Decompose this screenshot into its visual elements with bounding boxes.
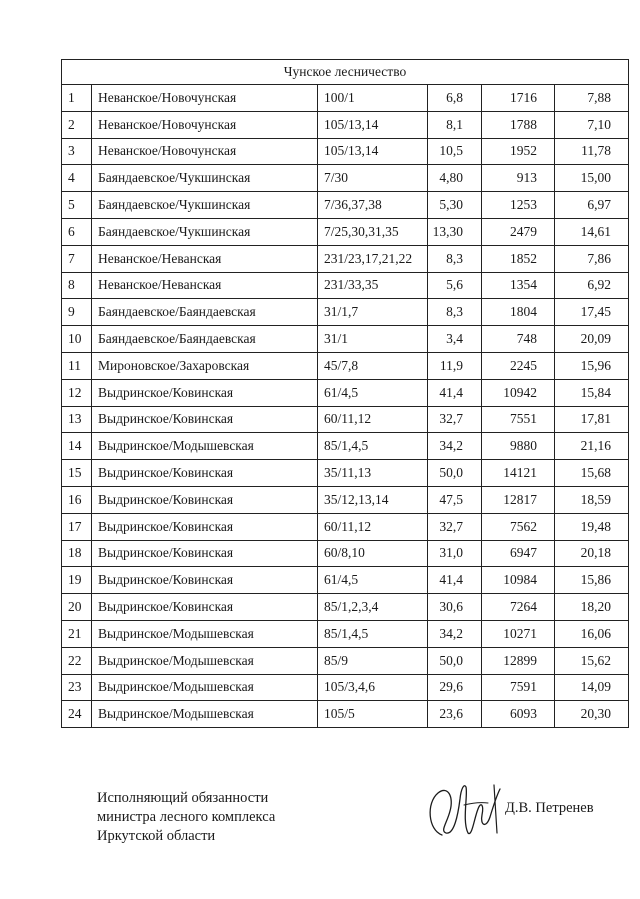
- quarter-plot-cell: 7/25,30,31,35: [318, 218, 428, 245]
- area-value-cell: 29,6: [428, 674, 482, 701]
- forestry-dacha-cell: Баяндаевское/Баяндаевская: [92, 299, 318, 326]
- volume-value-cell: 1852: [482, 245, 555, 272]
- cost-value-cell: 19,48: [555, 513, 629, 540]
- area-value-cell: 31,0: [428, 540, 482, 567]
- cost-value-cell: 14,09: [555, 674, 629, 701]
- table-row: [62, 701, 629, 728]
- cost-value-cell: 18,59: [555, 486, 629, 513]
- row-number-cell: 17: [62, 513, 92, 540]
- volume-value-cell: 10942: [482, 379, 555, 406]
- section-title: Чунское лесничество: [62, 60, 629, 85]
- area-value-cell: 41,4: [428, 567, 482, 594]
- row-number-cell: 11: [62, 352, 92, 379]
- volume-value-cell: 2479: [482, 218, 555, 245]
- section-header-row: [62, 60, 629, 85]
- cost-value-cell: 7,86: [555, 245, 629, 272]
- row-number-cell: 18: [62, 540, 92, 567]
- forestry-dacha-cell: Неванское/Новочунская: [92, 85, 318, 112]
- row-number-cell: 22: [62, 647, 92, 674]
- row-number-cell: 15: [62, 460, 92, 487]
- cost-value-cell: 20,09: [555, 326, 629, 353]
- volume-value-cell: 1804: [482, 299, 555, 326]
- volume-value-cell: 10271: [482, 620, 555, 647]
- cost-value-cell: 15,86: [555, 567, 629, 594]
- row-number-cell: 6: [62, 218, 92, 245]
- volume-value-cell: 1716: [482, 85, 555, 112]
- row-number-cell: 21: [62, 620, 92, 647]
- table-row: [62, 540, 629, 567]
- cost-value-cell: 18,20: [555, 594, 629, 621]
- cost-value-cell: 15,00: [555, 165, 629, 192]
- table-row: [62, 111, 629, 138]
- quarter-plot-cell: 231/23,17,21,22: [318, 245, 428, 272]
- forestry-dacha-cell: Неванское/Неванская: [92, 272, 318, 299]
- area-value-cell: 30,6: [428, 594, 482, 621]
- area-value-cell: 8,1: [428, 111, 482, 138]
- signatory-title-line-3: Иркутской области: [97, 828, 216, 844]
- volume-value-cell: 1253: [482, 192, 555, 219]
- area-value-cell: 32,7: [428, 513, 482, 540]
- row-number-cell: 13: [62, 406, 92, 433]
- forestry-dacha-cell: Неванское/Новочунская: [92, 111, 318, 138]
- cost-value-cell: 21,16: [555, 433, 629, 460]
- forestry-dacha-cell: Неванское/Неванская: [92, 245, 318, 272]
- row-number-cell: 20: [62, 594, 92, 621]
- cost-value-cell: 20,30: [555, 701, 629, 728]
- table-row: [62, 460, 629, 487]
- forestry-dacha-cell: Мироновское/Захаровская: [92, 352, 318, 379]
- forestry-dacha-cell: Выдринское/Модышевская: [92, 647, 318, 674]
- table-row: [62, 647, 629, 674]
- volume-value-cell: 14121: [482, 460, 555, 487]
- volume-value-cell: 9880: [482, 433, 555, 460]
- quarter-plot-cell: 7/30: [318, 165, 428, 192]
- forestry-dacha-cell: Баяндаевское/Чукшинская: [92, 192, 318, 219]
- area-value-cell: 50,0: [428, 647, 482, 674]
- table-row: [62, 272, 629, 299]
- row-number-cell: 14: [62, 433, 92, 460]
- table-row: [62, 85, 629, 112]
- forestry-dacha-cell: Выдринское/Модышевская: [92, 433, 318, 460]
- row-number-cell: 5: [62, 192, 92, 219]
- forestry-dacha-cell: Выдринское/Ковинская: [92, 379, 318, 406]
- table-row: [62, 486, 629, 513]
- cost-value-cell: 14,61: [555, 218, 629, 245]
- table-row: [62, 352, 629, 379]
- row-number-cell: 9: [62, 299, 92, 326]
- area-value-cell: 5,30: [428, 192, 482, 219]
- area-value-cell: 5,6: [428, 272, 482, 299]
- area-value-cell: 10,5: [428, 138, 482, 165]
- forestry-dacha-cell: Выдринское/Модышевская: [92, 701, 318, 728]
- quarter-plot-cell: 231/33,35: [318, 272, 428, 299]
- forestry-table: [61, 59, 629, 728]
- volume-value-cell: 2245: [482, 352, 555, 379]
- forestry-dacha-cell: Баяндаевское/Чукшинская: [92, 165, 318, 192]
- area-value-cell: 34,2: [428, 433, 482, 460]
- table-row: [62, 218, 629, 245]
- quarter-plot-cell: 31/1,7: [318, 299, 428, 326]
- row-number-cell: 24: [62, 701, 92, 728]
- row-number-cell: 16: [62, 486, 92, 513]
- table-row: [62, 567, 629, 594]
- table-row: [62, 674, 629, 701]
- forestry-dacha-cell: Выдринское/Ковинская: [92, 513, 318, 540]
- volume-value-cell: 6947: [482, 540, 555, 567]
- row-number-cell: 2: [62, 111, 92, 138]
- forestry-dacha-cell: Баяндаевское/Чукшинская: [92, 218, 318, 245]
- row-number-cell: 7: [62, 245, 92, 272]
- volume-value-cell: 1952: [482, 138, 555, 165]
- volume-value-cell: 7264: [482, 594, 555, 621]
- area-value-cell: 13,30: [428, 218, 482, 245]
- table-row: [62, 299, 629, 326]
- cost-value-cell: 15,96: [555, 352, 629, 379]
- quarter-plot-cell: 85/9: [318, 647, 428, 674]
- cost-value-cell: 15,68: [555, 460, 629, 487]
- forestry-dacha-cell: Выдринское/Модышевская: [92, 620, 318, 647]
- cost-value-cell: 7,88: [555, 85, 629, 112]
- table-row: [62, 138, 629, 165]
- forestry-dacha-cell: Выдринское/Ковинская: [92, 406, 318, 433]
- table-row: [62, 620, 629, 647]
- area-value-cell: 3,4: [428, 326, 482, 353]
- table-row: [62, 406, 629, 433]
- volume-value-cell: 12899: [482, 647, 555, 674]
- row-number-cell: 10: [62, 326, 92, 353]
- volume-value-cell: 6093: [482, 701, 555, 728]
- area-value-cell: 6,8: [428, 85, 482, 112]
- volume-value-cell: 7591: [482, 674, 555, 701]
- forestry-dacha-cell: Баяндаевское/Баяндаевская: [92, 326, 318, 353]
- quarter-plot-cell: 7/36,37,38: [318, 192, 428, 219]
- forestry-dacha-cell: Неванское/Новочунская: [92, 138, 318, 165]
- cost-value-cell: 17,45: [555, 299, 629, 326]
- quarter-plot-cell: 85/1,2,3,4: [318, 594, 428, 621]
- volume-value-cell: 12817: [482, 486, 555, 513]
- table-row: [62, 165, 629, 192]
- cost-value-cell: 6,97: [555, 192, 629, 219]
- signer-name: Д.В. Петренев: [505, 800, 594, 816]
- table-row: [62, 326, 629, 353]
- quarter-plot-cell: 105/13,14: [318, 111, 428, 138]
- signatory-title-line-1: Исполняющий обязанности: [97, 790, 269, 806]
- volume-value-cell: 7562: [482, 513, 555, 540]
- forestry-dacha-cell: Выдринское/Ковинская: [92, 460, 318, 487]
- area-value-cell: 34,2: [428, 620, 482, 647]
- row-number-cell: 1: [62, 85, 92, 112]
- quarter-plot-cell: 35/12,13,14: [318, 486, 428, 513]
- row-number-cell: 12: [62, 379, 92, 406]
- quarter-plot-cell: 100/1: [318, 85, 428, 112]
- area-value-cell: 50,0: [428, 460, 482, 487]
- cost-value-cell: 7,10: [555, 111, 629, 138]
- quarter-plot-cell: 45/7,8: [318, 352, 428, 379]
- quarter-plot-cell: 105/5: [318, 701, 428, 728]
- area-value-cell: 47,5: [428, 486, 482, 513]
- signatory-title-line-2: министра лесного комплекса: [97, 809, 276, 825]
- volume-value-cell: 7551: [482, 406, 555, 433]
- volume-value-cell: 913: [482, 165, 555, 192]
- cost-value-cell: 20,18: [555, 540, 629, 567]
- area-value-cell: 23,6: [428, 701, 482, 728]
- forestry-dacha-cell: Выдринское/Ковинская: [92, 540, 318, 567]
- row-number-cell: 19: [62, 567, 92, 594]
- cost-value-cell: 15,84: [555, 379, 629, 406]
- table-row: [62, 594, 629, 621]
- area-value-cell: 41,4: [428, 379, 482, 406]
- area-value-cell: 11,9: [428, 352, 482, 379]
- table-row: [62, 513, 629, 540]
- quarter-plot-cell: 85/1,4,5: [318, 620, 428, 647]
- row-number-cell: 3: [62, 138, 92, 165]
- cost-value-cell: 17,81: [555, 406, 629, 433]
- table-row: [62, 433, 629, 460]
- table-row: [62, 192, 629, 219]
- area-value-cell: 8,3: [428, 245, 482, 272]
- quarter-plot-cell: 35/11,13: [318, 460, 428, 487]
- quarter-plot-cell: 60/8,10: [318, 540, 428, 567]
- area-value-cell: 4,80: [428, 165, 482, 192]
- table-row: [62, 379, 629, 406]
- cost-value-cell: 11,78: [555, 138, 629, 165]
- row-number-cell: 23: [62, 674, 92, 701]
- row-number-cell: 8: [62, 272, 92, 299]
- cost-value-cell: 15,62: [555, 647, 629, 674]
- handwritten-signature: [420, 775, 510, 845]
- row-number-cell: 4: [62, 165, 92, 192]
- forestry-dacha-cell: Выдринское/Модышевская: [92, 674, 318, 701]
- area-value-cell: 8,3: [428, 299, 482, 326]
- quarter-plot-cell: 105/13,14: [318, 138, 428, 165]
- volume-value-cell: 1788: [482, 111, 555, 138]
- volume-value-cell: 748: [482, 326, 555, 353]
- area-value-cell: 32,7: [428, 406, 482, 433]
- cost-value-cell: 6,92: [555, 272, 629, 299]
- quarter-plot-cell: 60/11,12: [318, 513, 428, 540]
- quarter-plot-cell: 85/1,4,5: [318, 433, 428, 460]
- quarter-plot-cell: 105/3,4,6: [318, 674, 428, 701]
- table-row: [62, 245, 629, 272]
- forestry-dacha-cell: Выдринское/Ковинская: [92, 594, 318, 621]
- quarter-plot-cell: 61/4,5: [318, 567, 428, 594]
- volume-value-cell: 10984: [482, 567, 555, 594]
- quarter-plot-cell: 60/11,12: [318, 406, 428, 433]
- signatory-block: [97, 789, 275, 846]
- volume-value-cell: 1354: [482, 272, 555, 299]
- quarter-plot-cell: 31/1: [318, 326, 428, 353]
- forestry-dacha-cell: Выдринское/Ковинская: [92, 567, 318, 594]
- cost-value-cell: 16,06: [555, 620, 629, 647]
- forestry-dacha-cell: Выдринское/Ковинская: [92, 486, 318, 513]
- quarter-plot-cell: 61/4,5: [318, 379, 428, 406]
